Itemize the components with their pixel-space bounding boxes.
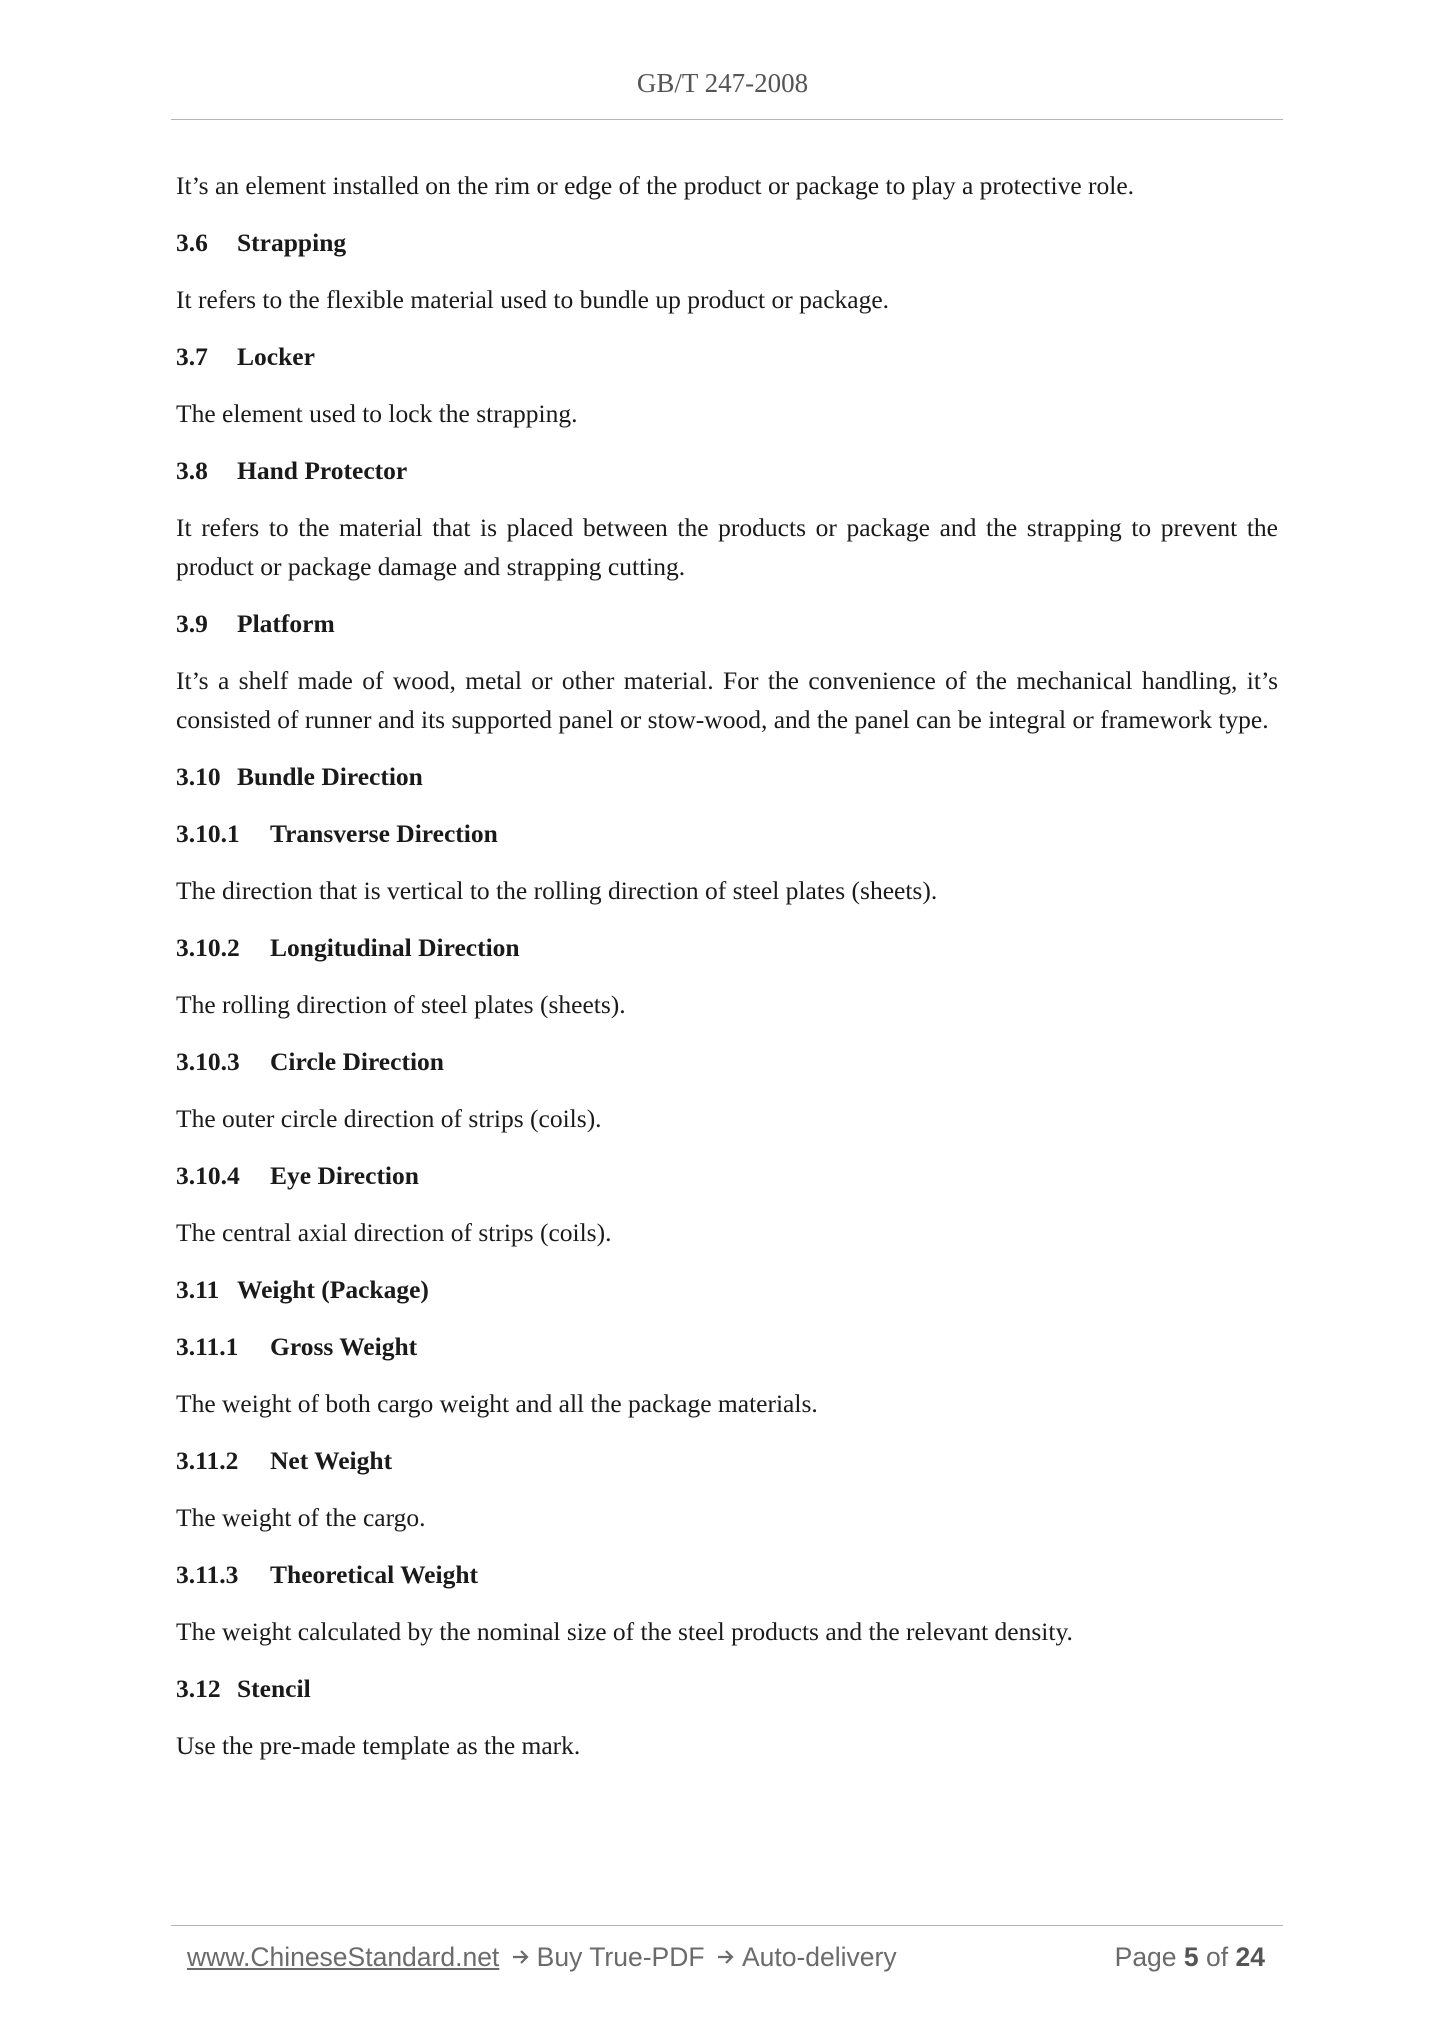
paragraph: The weight calculated by the nominal size of the steel products and the relevant density.: [176, 1617, 1073, 1646]
section-title: Net Weight: [270, 1446, 393, 1475]
section-number: 3.6: [176, 228, 208, 257]
section-number: 3.10.2: [176, 933, 240, 962]
arrow-right-icon: [716, 1947, 736, 1967]
section-title: Weight (Package): [237, 1275, 429, 1304]
page-number: [1115, 1942, 1265, 1973]
section-heading: [176, 604, 1278, 643]
section-heading: [176, 757, 1278, 796]
section-heading: [176, 1441, 1278, 1480]
section-heading: [176, 451, 1278, 490]
section-title: Eye Direction: [270, 1161, 419, 1190]
section-title: Locker: [237, 342, 315, 371]
paragraph: It refers to the material that is placed between the products or package and the strapping to prevent the product or package damage and strapping cutting.: [176, 513, 1278, 581]
section-heading: [176, 1042, 1278, 1081]
section-title: Hand Protector: [237, 456, 408, 485]
of-word: of: [1206, 1942, 1229, 1972]
paragraph: The rolling direction of steel plates (sheets).: [176, 990, 626, 1019]
section-title: Circle Direction: [270, 1047, 444, 1076]
paragraph: The weight of the cargo.: [176, 1503, 426, 1532]
section-title: Strapping: [237, 228, 347, 257]
section-number: 3.7: [176, 342, 208, 371]
section-title: Gross Weight: [270, 1332, 418, 1361]
section-heading: [176, 814, 1278, 853]
header-divider: [171, 119, 1283, 120]
section-heading: [176, 1669, 1278, 1708]
section-heading: [176, 223, 1278, 262]
footer-step-buy: Buy True-PDF: [536, 1942, 705, 1972]
section-heading: [176, 1270, 1278, 1309]
paragraph: The weight of both cargo weight and all the package materials.: [176, 1389, 818, 1418]
section-number: 3.10.4: [176, 1161, 240, 1190]
section-title: Stencil: [237, 1674, 311, 1703]
document-body: [176, 166, 1278, 1783]
total-pages: 24: [1235, 1942, 1265, 1972]
current-page: 5: [1183, 1942, 1199, 1972]
section-heading: [176, 928, 1278, 967]
paragraph: Use the pre-made template as the mark.: [176, 1731, 581, 1760]
section-title: Platform: [237, 609, 335, 638]
section-heading: [176, 1156, 1278, 1195]
section-number: 3.8: [176, 456, 208, 485]
section-heading: [176, 337, 1278, 376]
section-title: Theoretical Weight: [270, 1560, 478, 1589]
paragraph: The central axial direction of strips (coils).: [176, 1218, 612, 1247]
footer-step-delivery: Auto-delivery: [741, 1942, 897, 1972]
section-number: 3.11.1: [176, 1332, 239, 1361]
arrow-right-icon: [511, 1947, 531, 1967]
page-footer: [187, 1942, 1265, 1982]
paragraph: The element used to lock the strapping.: [176, 399, 578, 428]
paragraph: The outer circle direction of strips (coils).: [176, 1104, 602, 1133]
paragraph: It refers to the flexible material used to bundle up product or package.: [176, 285, 890, 314]
section-heading: [176, 1555, 1278, 1594]
section-heading: [176, 1327, 1278, 1366]
section-number: 3.10: [176, 762, 221, 791]
section-title: Bundle Direction: [237, 762, 423, 791]
section-number: 3.11.2: [176, 1446, 239, 1475]
footer-divider: [171, 1925, 1283, 1926]
section-number: 3.12: [176, 1674, 221, 1703]
paragraph: The direction that is vertical to the rolling direction of steel plates (sheets).: [176, 876, 938, 905]
footer-promo: [187, 1942, 897, 1973]
section-number: 3.11: [176, 1275, 220, 1304]
document-header-title: GB/T 247-2008: [636, 68, 809, 98]
section-number: 3.9: [176, 609, 208, 638]
section-title: Transverse Direction: [270, 819, 498, 848]
paragraph: It’s a shelf made of wood, metal or other material. For the convenience of the mechanical handling, it’s consisted of runner and its supported panel or stow-wood, and the panel can be integral or framework type.: [176, 666, 1278, 734]
page-word: Page: [1114, 1942, 1177, 1972]
chinesestandard-link[interactable]: www.ChineseStandard.net: [187, 1942, 500, 1972]
section-title: Longitudinal Direction: [270, 933, 520, 962]
section-number: 3.11.3: [176, 1560, 239, 1589]
section-number: 3.10.3: [176, 1047, 240, 1076]
section-number: 3.10.1: [176, 819, 240, 848]
paragraph: It’s an element installed on the rim or edge of the product or package to play a protective role.: [176, 171, 1135, 200]
